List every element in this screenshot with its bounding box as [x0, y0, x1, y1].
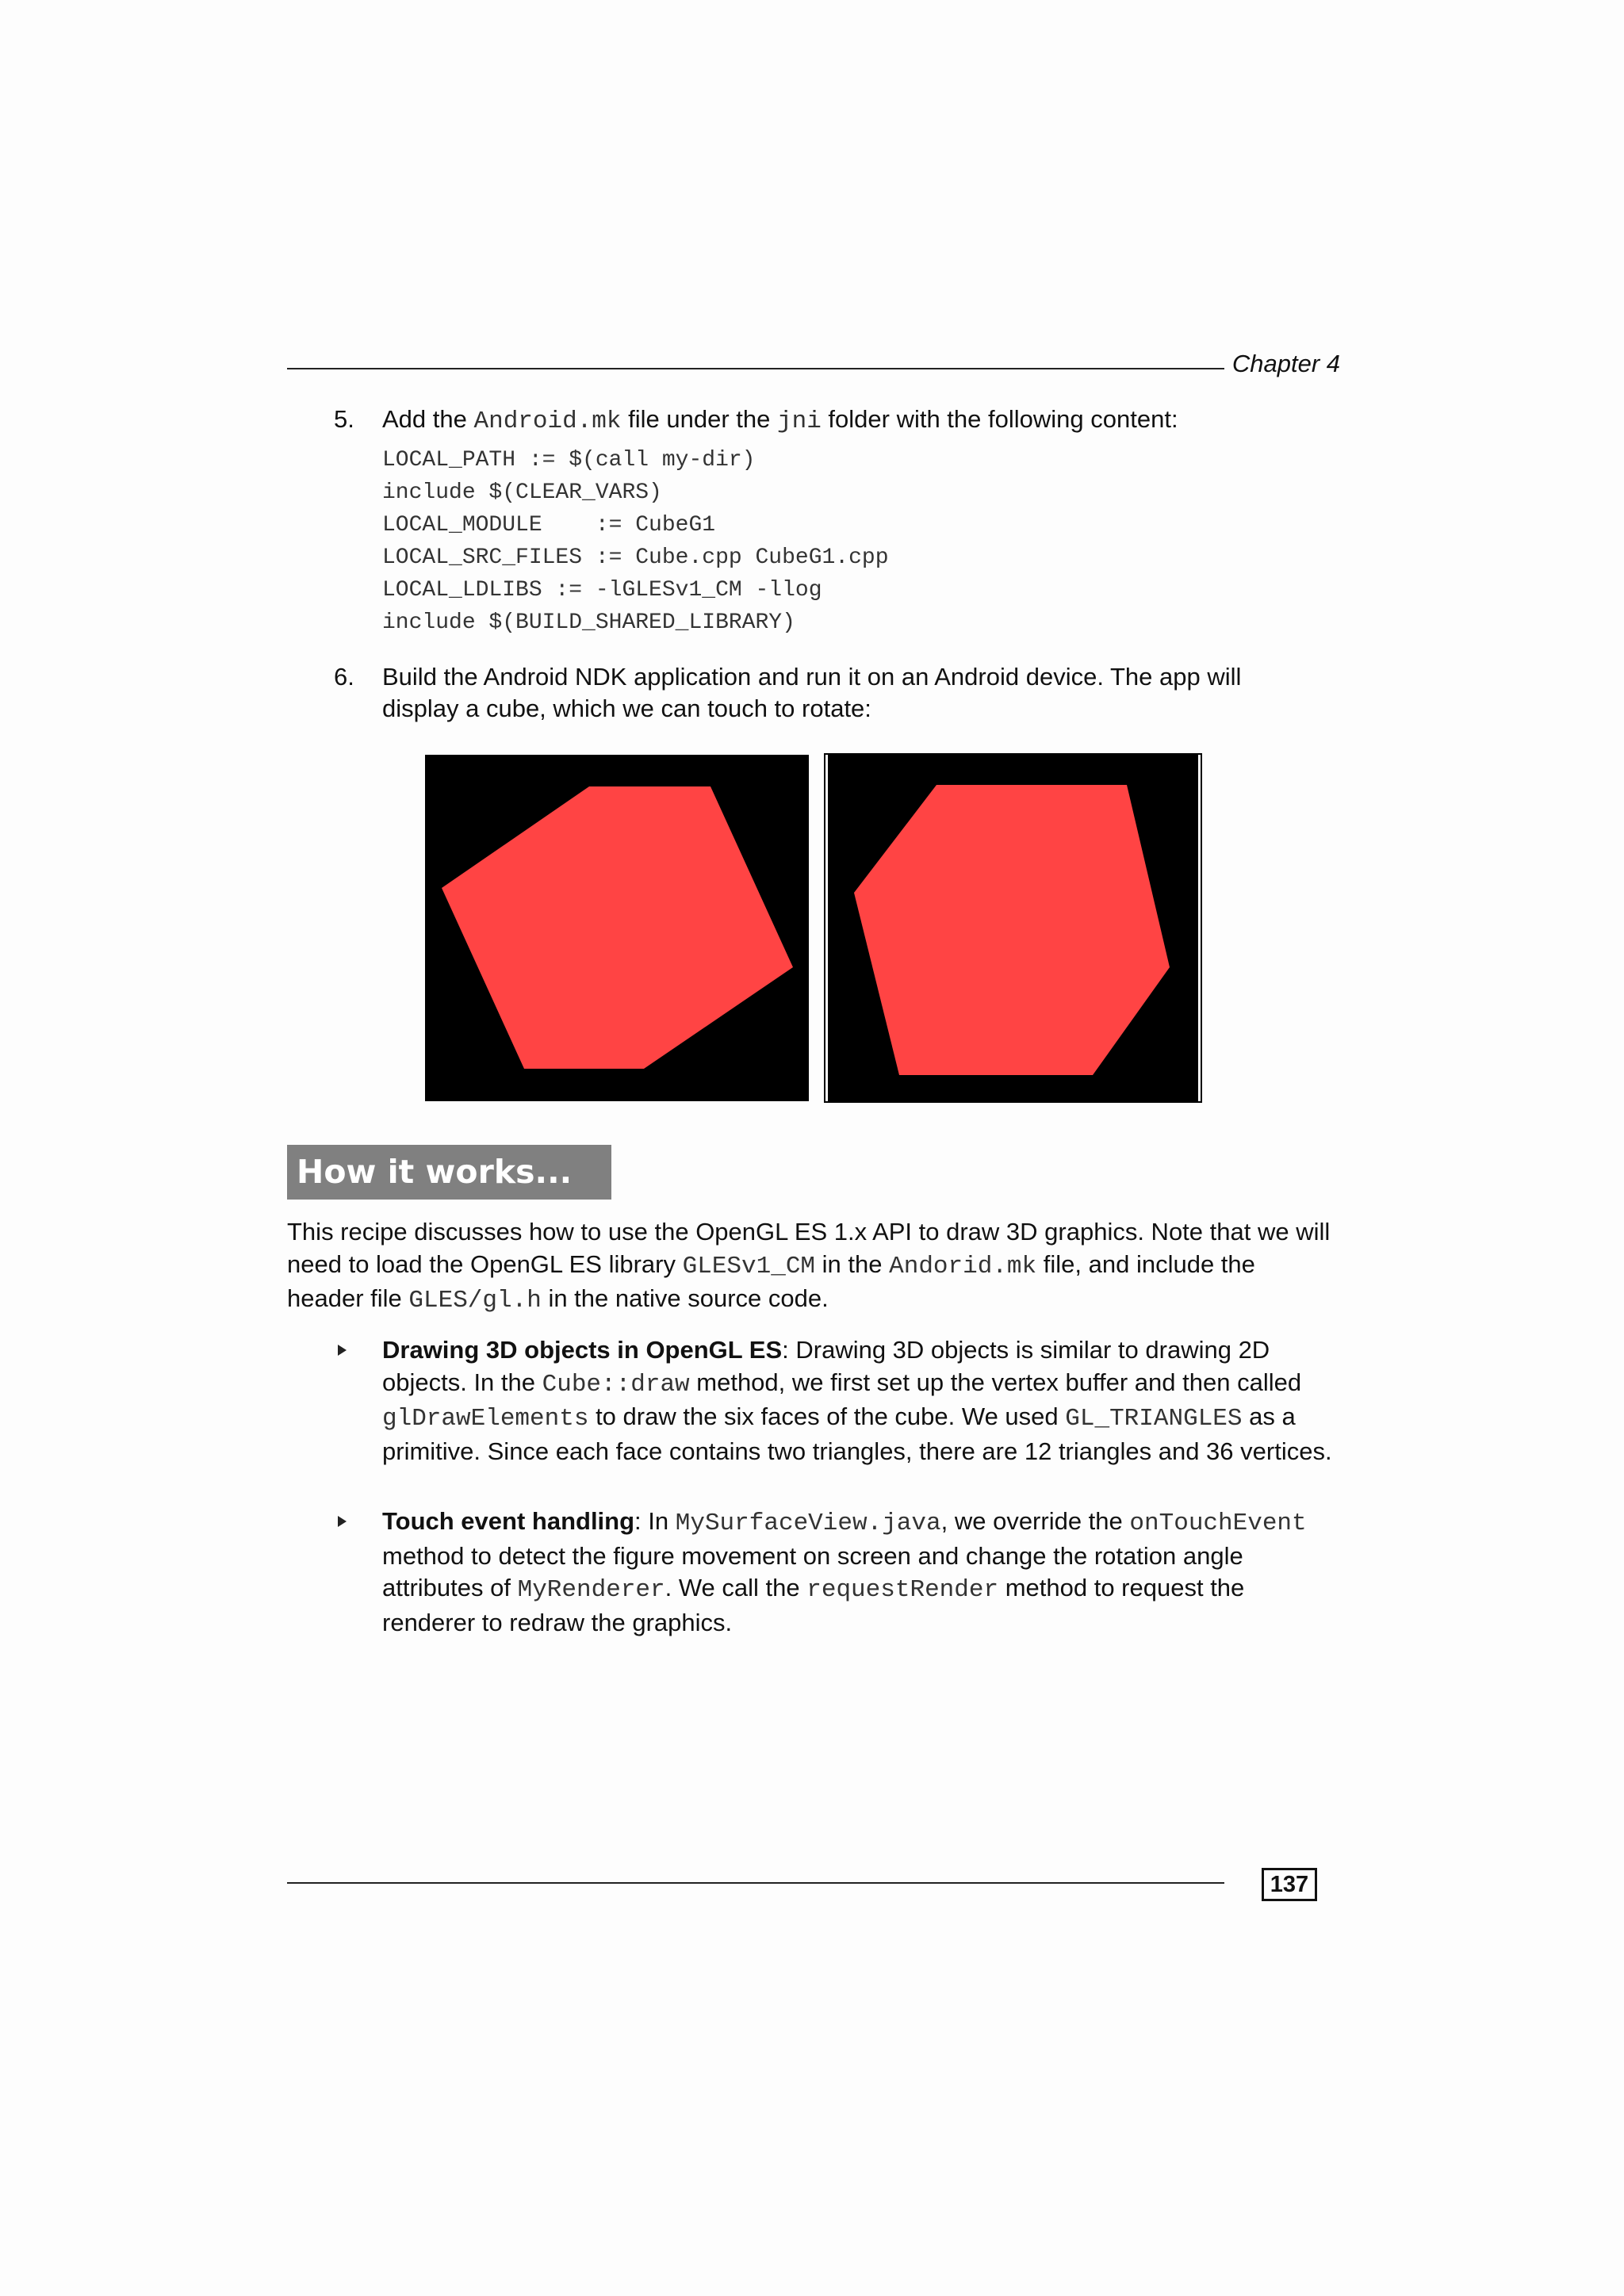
inline-code: jni	[776, 408, 822, 435]
bullet-arrow-icon	[338, 1516, 347, 1527]
inline-code: glDrawElements	[382, 1405, 589, 1433]
bullet-item	[338, 1334, 1337, 1468]
inline-code: MySurfaceView.java	[675, 1510, 941, 1537]
step-text: Add the Android.mk file under the jni folder with the following content:	[382, 405, 1178, 435]
inline-code: GLESv1_CM	[682, 1252, 816, 1280]
page-number: 137	[1262, 1868, 1317, 1901]
bullet-title: Drawing 3D objects in OpenGL ES	[382, 1336, 783, 1364]
footer-rule	[287, 1882, 1224, 1884]
section-heading: How it works...	[287, 1145, 611, 1200]
chapter-label: Chapter 4	[1228, 350, 1340, 378]
bullet-arrow-icon	[338, 1345, 347, 1356]
header-rule	[287, 368, 1224, 369]
intro-paragraph: This recipe discusses how to use the OpenGL ES 1.x API to draw 3D graphics. Note that we will need to load the OpenGL ES library GLESv1_CM in the Andorid.mk file, and include the header file GLES/gl.h in the native source code.	[287, 1218, 1331, 1314]
cube-screenshot-right	[825, 755, 1201, 1101]
bullet-text: Drawing 3D objects in OpenGL ES: Drawing 3D objects is similar to drawing 2D objects. In the Cube::draw method, we first set up the vertex buffer and then called glDrawElements to draw the six faces of the cube. We used GL_TRIANGLES as a primitive. Since each face contains two triangles, there are 12 triangles and 36 vertices.	[382, 1336, 1332, 1465]
step-text: Build the Android NDK application and run it on an Android device. The app will display a cube, which we can touch to rotate:	[382, 663, 1242, 722]
inline-code: GLES/gl.h	[408, 1287, 542, 1314]
step-5	[334, 404, 1309, 438]
inline-code: Cube::draw	[542, 1370, 690, 1399]
cube-figure-left	[425, 755, 809, 1101]
cube-shape	[854, 785, 1170, 1075]
code-block: LOCAL_PATH := $(call my-dir) include $(CLEAR_VARS) LOCAL_MODULE := CubeG1 LOCAL_SRC_FILES := Cube.cpp CubeG1.cpp LOCAL_LDLIBS := -lGLESv1_CM -llog include $(BUILD_SHARED_LIBRARY)	[382, 448, 889, 635]
inline-code: onTouchEvent	[1129, 1510, 1307, 1537]
step-6	[334, 661, 1309, 725]
cube-figure-right	[828, 755, 1198, 1101]
step-number: 5.	[334, 405, 354, 433]
bullet-text: Touch event handling: In MySurfaceView.java, we override the onTouchEvent method to detect the figure movement on screen and change the rotation angle attributes of MyRenderer. We call the requestRender method to request the renderer to redraw the graphics.	[382, 1507, 1307, 1636]
cube-shape	[442, 786, 793, 1069]
bullet-item	[338, 1506, 1337, 1639]
inline-code: Android.mk	[473, 408, 622, 435]
inline-code: GL_TRIANGLES	[1065, 1405, 1243, 1433]
inline-code: Andorid.mk	[889, 1252, 1037, 1280]
bullet-title: Touch event handling	[382, 1507, 635, 1535]
inline-code: requestRender	[806, 1576, 999, 1604]
cube-screenshot-left	[425, 755, 809, 1101]
inline-code: MyRenderer	[517, 1576, 665, 1604]
step-number: 6.	[334, 663, 354, 691]
